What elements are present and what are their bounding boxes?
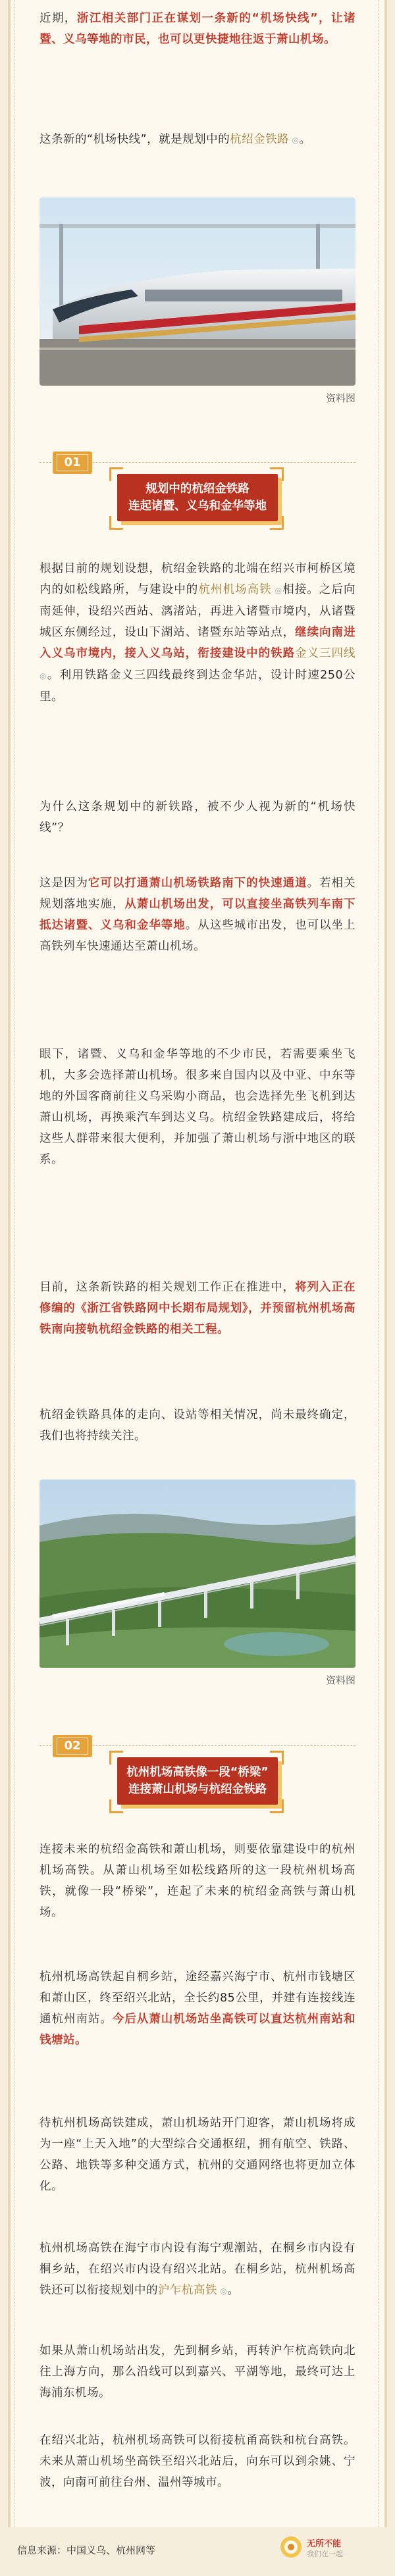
section-title-line-2: 连接萧山机场与杭绍金铁路 [128, 1783, 267, 1796]
section-title-line-2: 连起诸暨、义乌和金华等地 [128, 500, 267, 513]
intro-highlight: 浙江相关部门正在谋划一条新的“机场快线”，让诸暨、义乌等地的市民，也可以更快捷地往返于萧山机场。 [40, 12, 356, 46]
photo-caption-1: 资料图 [325, 392, 356, 404]
section-number: 01 [53, 451, 92, 474]
paragraph-2: 这条新的“机场快线”，就是规划中的杭绍金铁路 ◎ 。 [40, 129, 356, 151]
logo-text-1: 无所不能 [307, 2539, 342, 2549]
link-huzhahang: 沪乍杭高铁 ◎ [158, 2284, 227, 2297]
section-title-line-1: 杭州机场高铁像一段“桥梁” [126, 1766, 269, 1779]
paragraph-followup: 杭绍金铁路具体的走向、设站等相关情况，尚未最终确定，我们也将持续关注。 [40, 1408, 356, 1443]
section-title-box [117, 1757, 278, 1805]
paragraph-bridge: 连接未来的杭绍金高铁和萧山机场，则要依靠建设中的杭州机场高铁。从萧山机场至如松线路所的这一段杭州机场高铁，就像一段“桥梁”，连起了未来的杭绍金高铁与萧山机场。 [40, 1843, 356, 1919]
paragraph-travelers: 眼下，诸暨、义乌和金华等地的不少市民，若需要乘坐飞机，大多会选择萧山机场。很多来自国内以及中亚、中东等地的外国客商前往义乌采购小商品，也会选择先坐飞机到达萧山机场，再换乘汽车到达义乌。杭绍金铁路建成后，将给这些人群带来很大便利，并加强了萧山机场与浙中地区的联系。 [40, 1048, 356, 1166]
aerial-bridge-photo [40, 1480, 356, 1668]
link-hangshaojin[interactable]: 杭绍金铁路 ◎ [230, 133, 299, 146]
section-1-header [40, 448, 356, 540]
photo-caption-2: 资料图 [325, 1674, 356, 1686]
section-title-line-1: 规划中的杭绍金铁路 [145, 482, 250, 496]
paragraph-shaoxing-north: 在绍兴北站，杭州机场高铁可以衔接杭甬高铁和杭台高铁。未来从萧山机场坐高铁至绍兴北站后，向东可以到余姚、宁波，向南可前往台州、温州等城市。 [40, 2434, 356, 2489]
intro-paragraph: 近期，浙江相关部门正在谋划一条新的“机场快线”，让诸暨、义乌等地的市民，也可以更快捷地往返于萧山机场。 [40, 12, 356, 46]
link-airport-rail[interactable]: 杭州机场高铁 ◎ [198, 583, 282, 596]
section-title-box [117, 474, 278, 521]
link-jinyi-line[interactable]: 金义三四线 ◎ [40, 647, 356, 682]
paragraph-hub: 待杭州机场高铁建成，萧山机场站开门迎客，萧山机场将成为一座“上天入地”的大型综合交通枢纽，拥有航空、铁路、公路、地铁等多种交通方式，杭州的交通网络也将更加立体化。 [40, 2117, 356, 2193]
paragraph-airport-rail-route: 杭州机场高铁起自桐乡站，途经嘉兴海宁市、杭州市钱塘区和萧山区，终至绍兴北站，全长约85公里，并建有连接线连通杭州南站。今后从萧山机场站坐高铁可以直达杭州南站和钱塘站。 [40, 1971, 356, 2047]
paragraph-route: 根据目前的规划设想，杭绍金铁路的北端在绍兴市柯桥区境内的如松线路所，与建设中的杭州机场高铁 ◎ 相接。之后向南延伸，设绍兴西站、漓渚站，再进入诸暨市境内，从诸暨城区东侧经过，设山下湖站、诸暨东站等站点，继续向南进入义乌市境内，接入义乌站，衔接建设中的铁路金义三四线 ◎。利用铁路金义三四线最终到达金华站，设计时速250公里。 [40, 558, 356, 708]
section-2-header [40, 1731, 356, 1823]
paragraph-question: 为什么这条规划中的新铁路，被不少人视为新的“机场快线”？ [40, 800, 356, 835]
train-photo [40, 197, 356, 386]
source-label: 信息来源：中国义乌、杭州网等 [17, 2544, 156, 2556]
paragraph-planning: 目前，这条新铁路的相关规划工作正在推进中，将列入正在修编的《浙江省铁路网中长期布局规划》，并预留杭州机场高铁南向接轨杭绍金铁路的相关工程。 [40, 1281, 356, 1336]
logo-text-2: 我们在一起 [307, 2550, 343, 2558]
paragraph-stations: 杭州机场高铁在海宁市内设有海宁观潮站，在桐乡市内设有桐乡站，在绍兴市内设有绍兴北站。在桐乡站，杭州机场高铁还可以衔接规划中的沪乍杭高铁 ◎ 。 [40, 2238, 356, 2302]
section-number: 02 [53, 1735, 92, 1757]
publisher-logo [276, 2533, 382, 2562]
paragraph-reason: 这是因为它可以打通萧山机场铁路南下的快速通道。若相关规划落地实施，从萧山机场出发，可以直接坐高铁列车南下抵达诸暨、义乌和金华等地。从这些城市出发，也可以坐上高铁列车快速通达至萧山机场。 [40, 877, 356, 953]
paragraph-shanghai: 如果从萧山机场站出发，先到桐乡站，再转沪乍杭高铁向北往上海方向，那么沿线可以到嘉兴、平湖等地，最终可达上海浦东机场。 [40, 2344, 356, 2400]
